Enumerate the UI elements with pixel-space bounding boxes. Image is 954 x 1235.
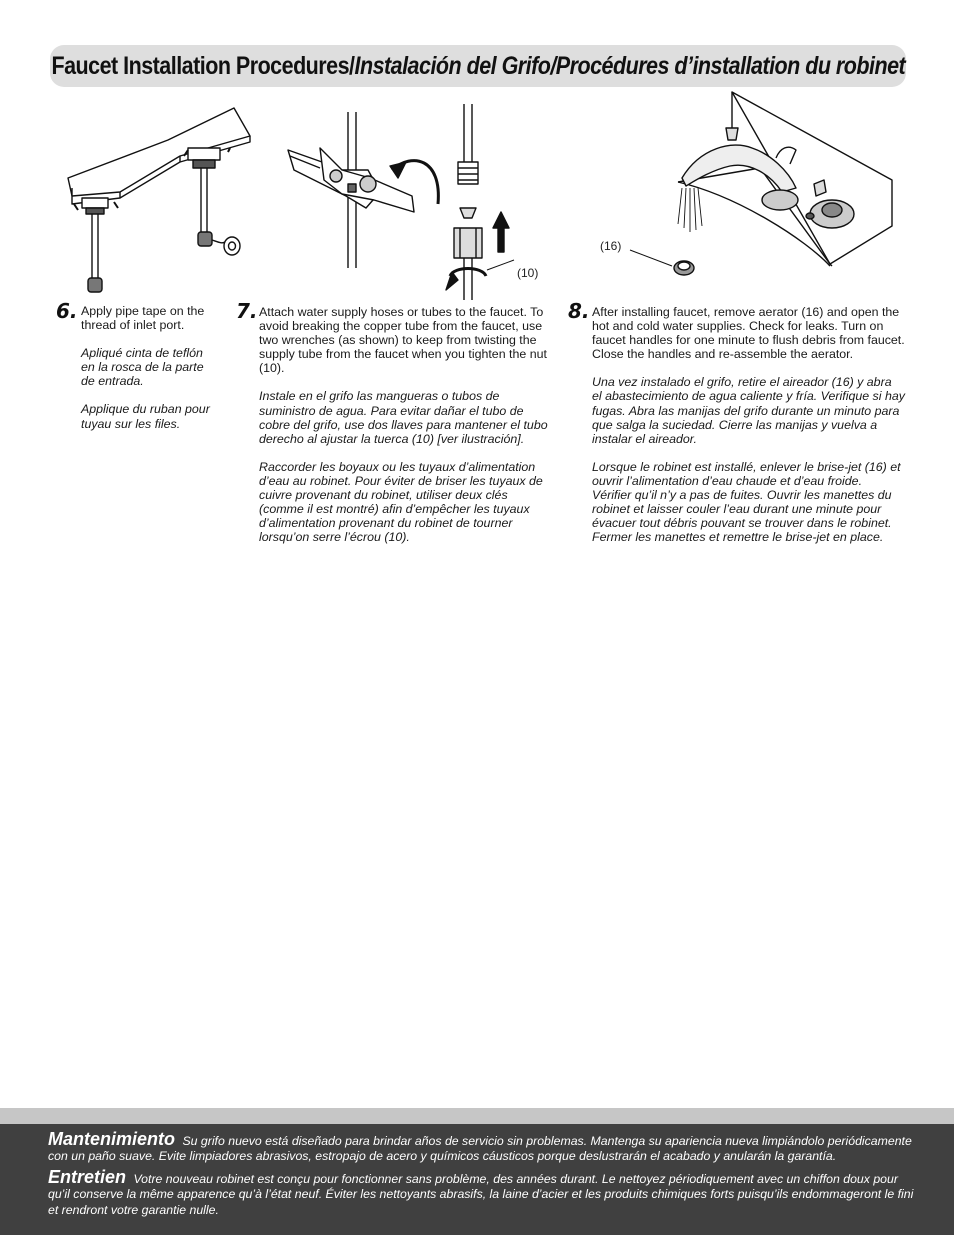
entretien-text: Votre nouveau robinet est conçu pour fonctionner sans problème, des années durant. Le nettoyez périodiquement avec un chiffon doux pour qu’il conserve la même apparence qu’à l’état neuf. Éviter les nettoyants abrasifs, la laine d’acier et les produits chimiques forts puisqu’ils endommageront le fini et rendront votre garantie nulle. <box>48 1172 914 1217</box>
mantenimiento-section <box>48 1129 918 1165</box>
step-6-instructions <box>81 304 231 445</box>
title-bar <box>50 45 906 87</box>
title-english: Faucet Installation Procedures/ <box>51 51 355 80</box>
footer-stripe <box>0 1108 954 1124</box>
step-8-illustration <box>620 88 895 300</box>
step-7-french: Raccorder les boyaux ou les tuyaux d’alimentation d’eau au robinet. Pour éviter de briser les tuyaux de cuivre provenant du robinet, utiliser deux clés (comme il est montré) afin d’empêcher les tuyaux d’alimentation provenant du robinet de tourner lorsqu’on serre l’écrou (10). <box>259 459 543 545</box>
maintenance-footer <box>0 1124 954 1235</box>
step-6-number: 6. <box>56 299 78 323</box>
step-8-english: After installing faucet, remove aerator (16) and open the hot and cold water supplies. Check for leaks. Turn on faucet handles for one minute to flush debris from faucet. Close the handles and re-assemble the aerator. <box>592 305 905 362</box>
step-7-spanish: Instale en el grifo las mangueras o tubos de suministro de agua. Para evitar dañar el tubo de cobre del grifo, use dos llaves para mantener el tubo derecho al ajustar la tuerca (10) [ver ilustración]. <box>259 389 548 446</box>
step-7-english: Attach water supply hoses or tubes to the faucet. To avoid breaking the copper tube from the faucet, use two wrenches (as shown) to keep from twisting the supply tube from the faucet when you tighten the nut (10). <box>259 305 547 376</box>
step-6-english: Apply pipe tape on the thread of inlet port. <box>81 304 205 333</box>
step-8-callout-16: (16) <box>600 239 622 253</box>
entretien-section <box>48 1167 918 1218</box>
step-7-number: 7. <box>236 299 258 323</box>
step-7-callout-10: (10) <box>517 266 539 280</box>
step-8-spanish: Una vez instalado el grifo, retire el aireador (16) y abra el abastecimiento de agua caliente y fría. Verifique si hay fugas. Abra las manijas del grifo durante un minuto para que salga la suciedad. Cierre las manijas y vuelva a instalar el aireador. <box>592 375 905 446</box>
step-7-illustration <box>282 100 552 305</box>
page-title <box>51 52 905 81</box>
entretien-heading: Entretien <box>48 1167 127 1187</box>
step-8-french: Lorsque le robinet est installé, enlever le brise-jet (16) et ouvrir l’alimentation d’eau chaude et d’eau froide. Vérifier qu’il n’y a pas de fuites. Ouvrir les manettes du robinet et laisser couler l’eau durant une minute pour évacuer tout débris pouvant se trouver dans le robinet. Fermer les manettes et remettre le brise-jet en place. <box>592 459 901 545</box>
step-6-illustration <box>60 100 260 300</box>
step-7-instructions <box>259 305 564 558</box>
step-8-instructions <box>592 305 922 558</box>
mantenimiento-text: Su grifo nuevo está diseñado para brindar años de servicio sin problemas. Mantenga su apariencia nueva limpiándolo periódicamente con un paño suave. Evite limpiadores abrasivos, estropajo de acero y químicos cáusticos porque deslustrarán el acabado y anularán la garantía. <box>48 1134 912 1164</box>
step-6-french: Applique du ruban pour tuyau sur les files. <box>81 402 210 431</box>
step-8-number: 8. <box>568 299 590 323</box>
title-translations: Instalación del Grifo/Procédures d’installation du robinet <box>354 51 905 80</box>
step-6-spanish: Apliqué cinta de teflón en la rosca de la parte de entrada. <box>81 346 204 389</box>
mantenimiento-heading: Mantenimiento <box>48 1129 176 1149</box>
